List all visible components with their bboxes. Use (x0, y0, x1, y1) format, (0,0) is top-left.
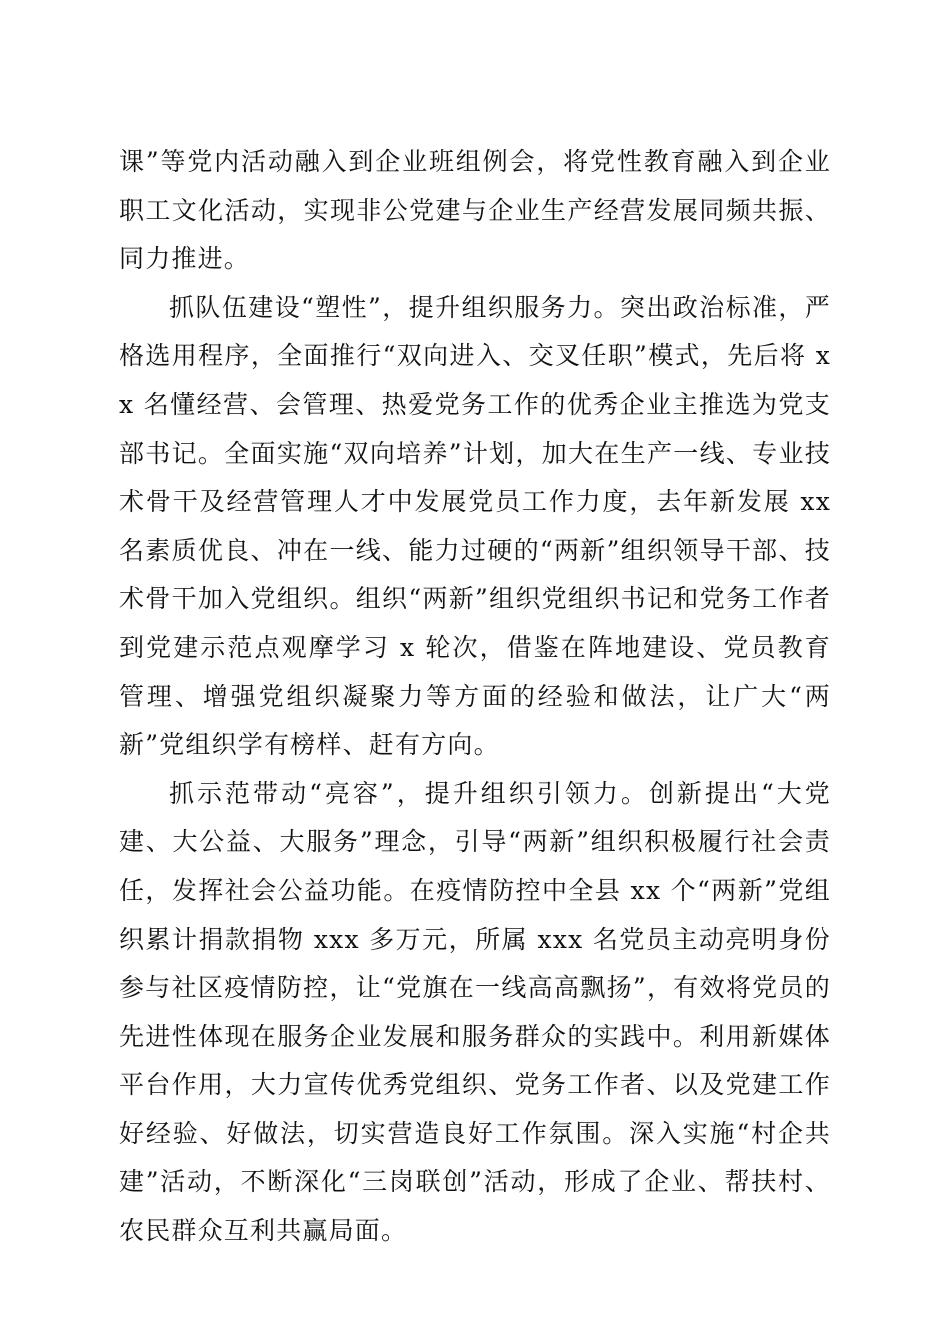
paragraph-team-building: 抓队伍建设“塑性”，提升组织服务力。突出政治标准，严格选用程序，全面推行“双向进入、交叉任职”模式，先后将 xx 名懂经营、会管理、热爱党务工作的优秀企业主推选为党支部书记。全面实施“双向培养”计划，加大在生产一线、专业技术骨干及经营管理人才中发展党员工作力度，去年新发展 xx 名素质优良、冲在一线、能力过硬的“两新”组织领导干部、技术骨干加入党组织。组织“两新”组织党组织书记和党务工作者到党建示范点观摩学习 x 轮次，借鉴在阵地建设、党员教育管理、增强党组织凝聚力等方面的经验和做法，让广大“两新”党组织学有榜样、赶有方向。 (119, 292, 831, 760)
paragraph-demonstration-leading: 抓示范带动“亮容”，提升组织引领力。创新提出“大党建、大公益、大服务”理念，引导“两新”组织积极履行社会责任，发挥社会公益功能。在疫情防控中全县 xx 个“两新”党组织累计捐款捐物 xxx 多万元，所属 xxx 名党员主动亮明身份参与社区疫情防控，让“党旗在一线高高飘扬”，有效将党员的先进性体现在服务企业发展和服务群众的实践中。利用新媒体平台作用，大力宣传优秀党组织、党务工作者、以及党建工作好经验、好做法，切实营造良好工作氛围。深入实施“村企共建”活动，不断深化“三岗联创”活动，形成了企业、帮扶村、农民群众互利共赢局面。 (119, 778, 831, 1246)
document-body (119, 138, 831, 1256)
paragraph-continuation: 课”等党内活动融入到企业班组例会，将党性教育融入到企业职工文化活动，实现非公党建与企业生产经营发展同频共振、同力推进。 (119, 147, 831, 274)
